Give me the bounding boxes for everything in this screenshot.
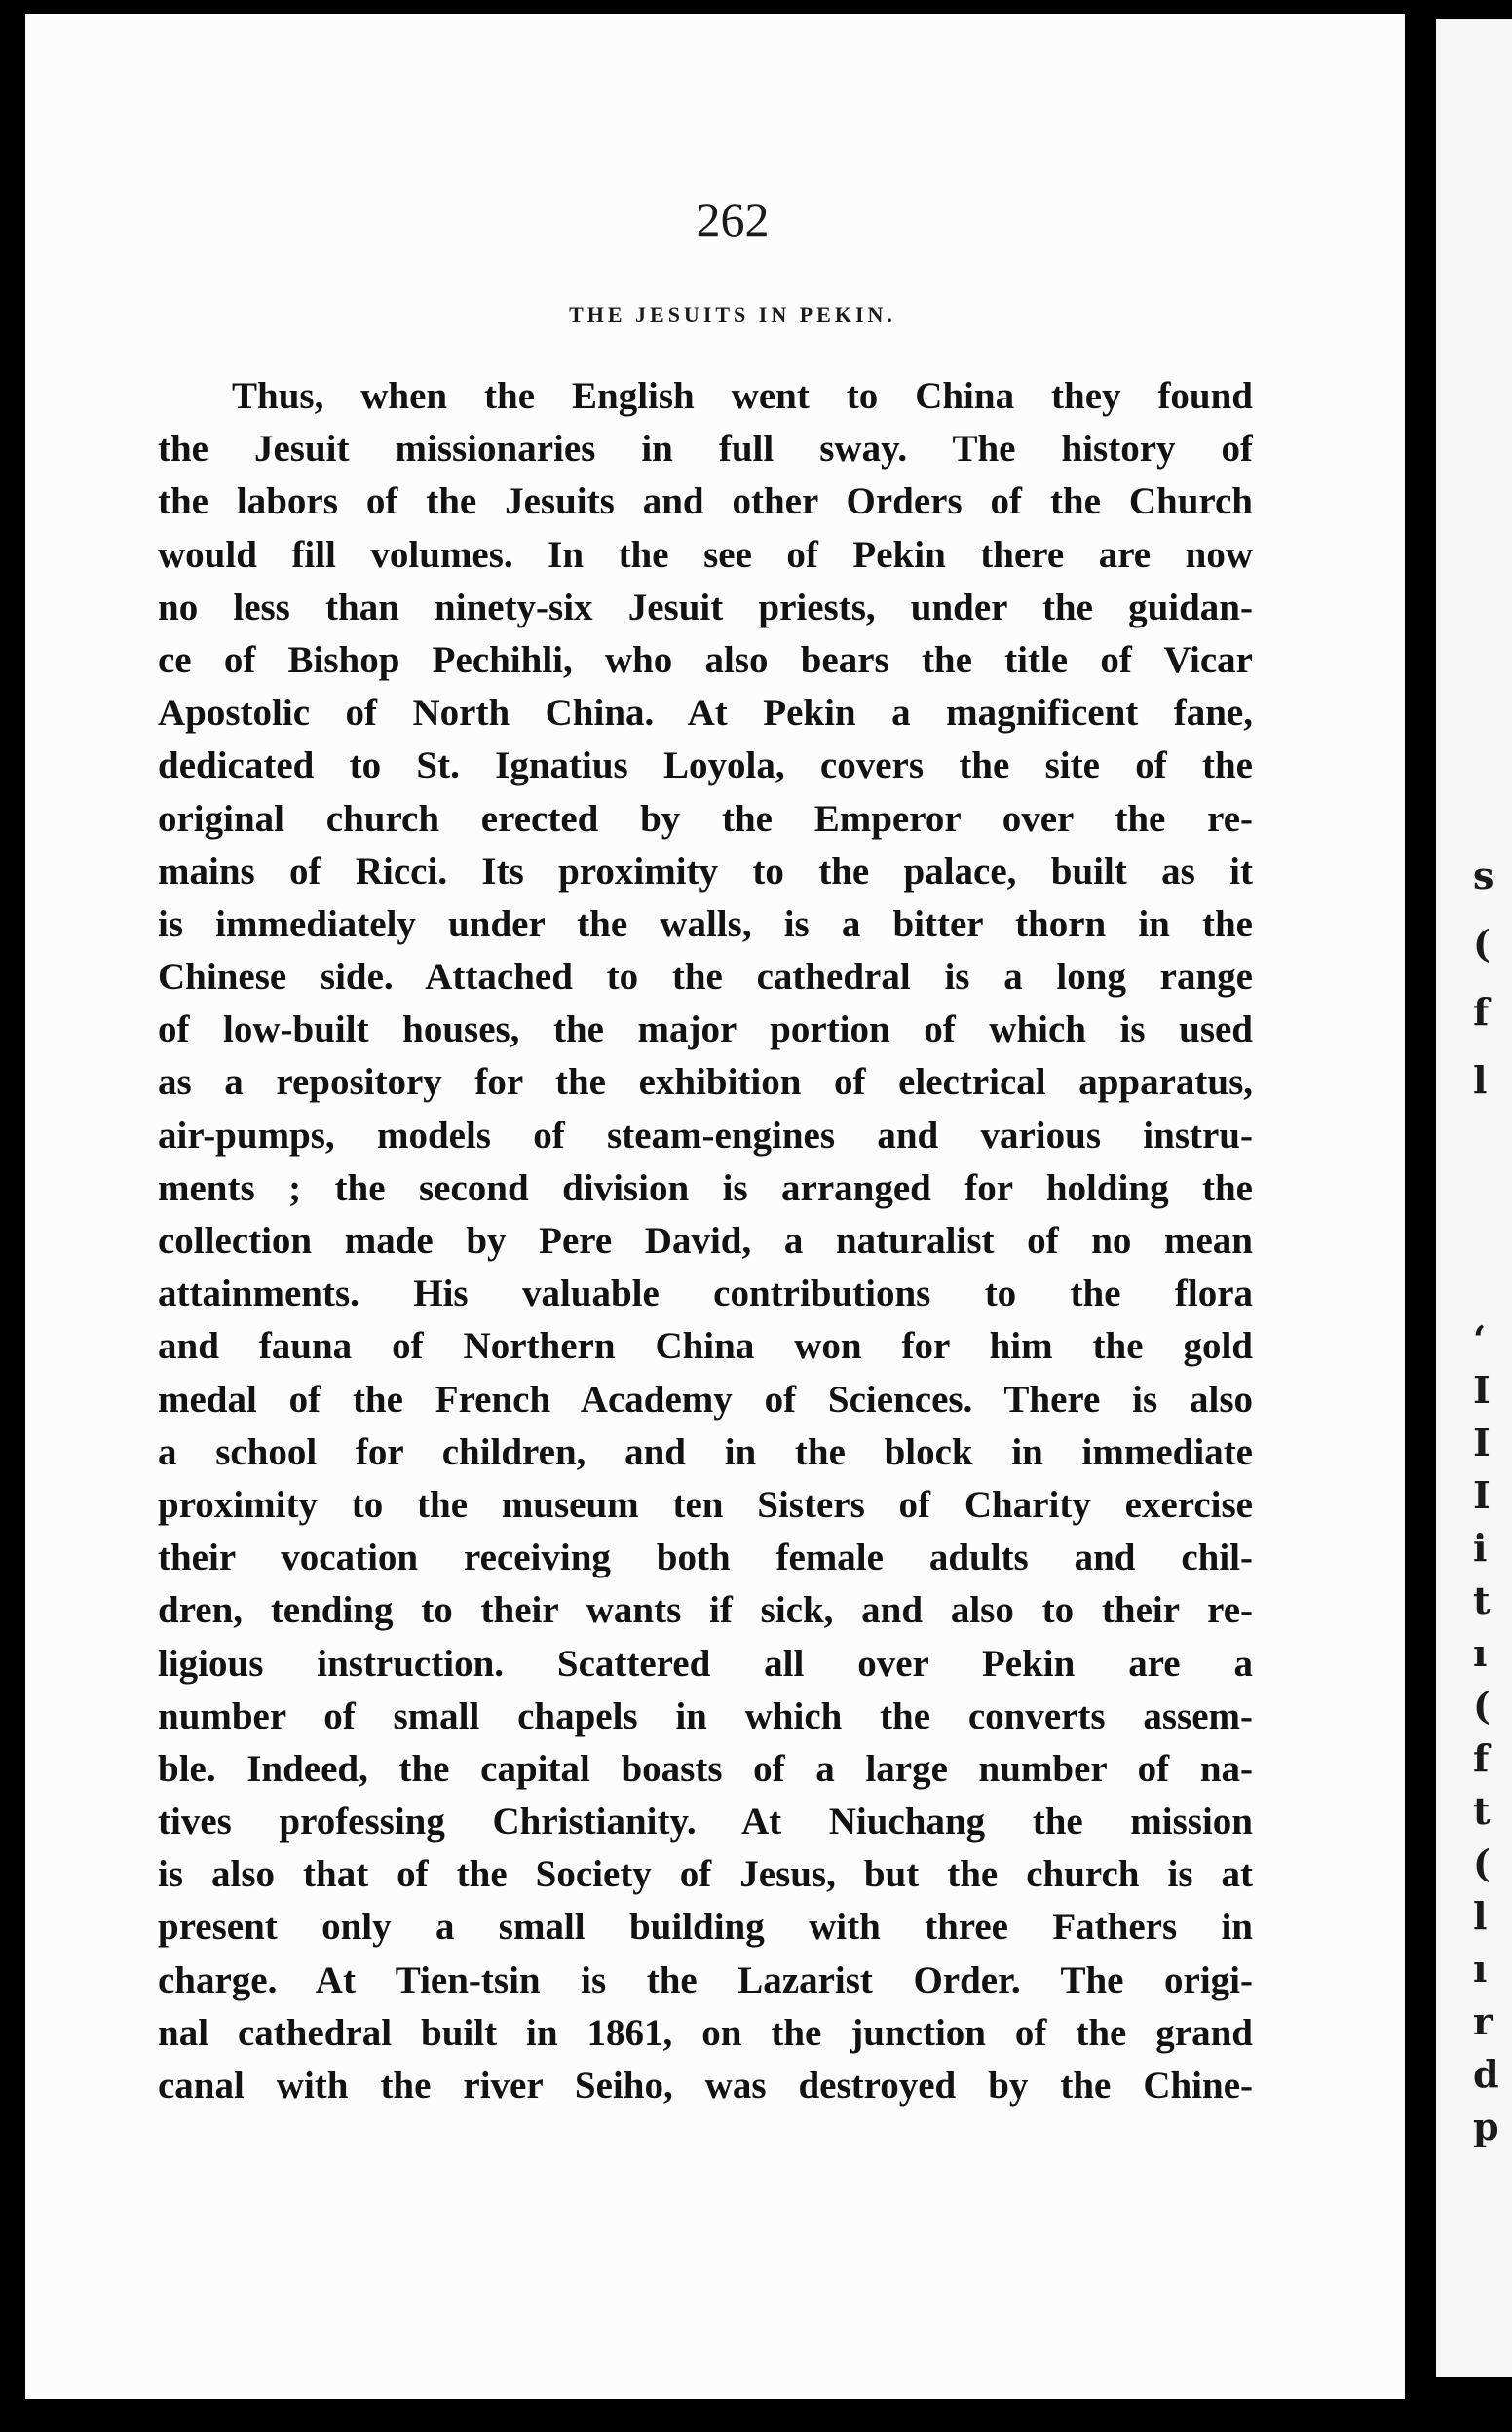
text-line: air-pumps, models of steam-engines and various instru-	[158, 1114, 1253, 1157]
text-line: number of small chapels in which the converts assem-	[158, 1694, 1253, 1737]
text-line: present only a small building with three Fathers in	[158, 1906, 1253, 1949]
edge-fragment: f	[1473, 1736, 1490, 1780]
edge-fragment: t	[1473, 1578, 1491, 1622]
text-line: canal with the river Seiho, was destroyed by the Chine-	[158, 2065, 1253, 2107]
running-head: THE JESUITS IN PEKIN.	[569, 302, 896, 326]
text-line: charge. At Tien-tsin is the Lazarist Order. The origi-	[158, 1958, 1253, 2001]
edge-fragment: f	[1473, 990, 1490, 1034]
edge-fragment: d	[1473, 2052, 1499, 2096]
edge-fragment: (	[1473, 922, 1491, 966]
edge-fragment: i	[1473, 1526, 1488, 1570]
edge-fragment: ı	[1473, 1947, 1488, 1991]
text-line: proximity to the museum ten Sisters of Charity exercise	[158, 1483, 1253, 1526]
text-line: no less than ninety-six Jesuit priests, under the guidan-	[158, 586, 1253, 628]
text-line: is immediately under the walls, is a bitter thorn in the	[158, 902, 1253, 945]
edge-fragment: t	[1473, 1789, 1491, 1833]
text-line: Apostolic of North China. At Pekin a magnificent fane,	[158, 692, 1253, 735]
edge-fragment: ‘	[1473, 1317, 1487, 1361]
text-line: nal cathedral built in 1861, on the junction of the grand	[158, 2011, 1253, 2054]
edge-fragment: s	[1473, 854, 1494, 897]
text-line: ligious instruction. Scattered all over Pekin are a	[158, 1642, 1253, 1685]
body-text	[158, 370, 1253, 2112]
text-line: would fill volumes. In the see of Pekin there are now	[158, 533, 1253, 576]
edge-fragment: r	[1473, 1999, 1493, 2043]
text-line: mains of Ricci. Its proximity to the palace, built as it	[158, 850, 1253, 893]
text-line: dren, tending to their wants if sick, and also to their re-	[158, 1589, 1253, 1632]
edge-fragment: (	[1473, 1842, 1491, 1885]
text-line: Chinese side. Attached to the cathedral is a long range	[158, 956, 1253, 999]
text-line: is also that of the Society of Jesus, but the church is at	[158, 1853, 1253, 1896]
text-line: dedicated to St. Ignatius Loyola, covers the site of the	[158, 744, 1253, 787]
edge-fragment: l	[1473, 1894, 1488, 1938]
edge-fragment: (	[1473, 1684, 1491, 1728]
text-line: their vocation receiving both female adults and chil-	[158, 1537, 1253, 1579]
edge-fragment: I	[1473, 1473, 1491, 1517]
edge-fragment: I	[1473, 1421, 1491, 1464]
edge-fragment: p	[1473, 2105, 1499, 2148]
text-line: Thus, when the English went to China they found	[232, 375, 1253, 417]
edge-fragment: l	[1473, 1058, 1488, 1102]
text-line: tives professing Christianity. At Niuchang the mission	[158, 1801, 1253, 1843]
text-line: a school for children, and in the block in immediate	[158, 1430, 1253, 1473]
text-line: ce of Bishop Pechihli, who also bears the title of Vicar	[158, 638, 1253, 681]
text-line: original church erected by the Emperor over the re-	[158, 797, 1253, 840]
text-line: medal of the French Academy of Sciences. There is also	[158, 1378, 1253, 1421]
text-line: and fauna of Northern China won for him the gold	[158, 1325, 1253, 1368]
text-line: ble. Indeed, the capital boasts of a large number of na-	[158, 1747, 1253, 1790]
book-page	[25, 14, 1405, 2399]
text-line: as a repository for the exhibition of electrical apparatus,	[158, 1061, 1253, 1104]
text-line: collection made by Pere David, a naturalist of no mean	[158, 1220, 1253, 1262]
edge-fragment: ı	[1473, 1631, 1488, 1675]
page-number: 262	[696, 192, 770, 247]
text-line: ments ; the second division is arranged for holding the	[158, 1166, 1253, 1209]
adjacent-page-edge	[1436, 19, 1512, 2377]
text-line: the labors of the Jesuits and other Orders of the Church	[158, 480, 1253, 523]
text-line: of low-built houses, the major portion of which is used	[158, 1008, 1253, 1051]
text-line: the Jesuit missionaries in full sway. The history of	[158, 428, 1253, 471]
edge-fragment: I	[1473, 1368, 1491, 1412]
text-line: attainments. His valuable contributions to the flora	[158, 1273, 1253, 1315]
